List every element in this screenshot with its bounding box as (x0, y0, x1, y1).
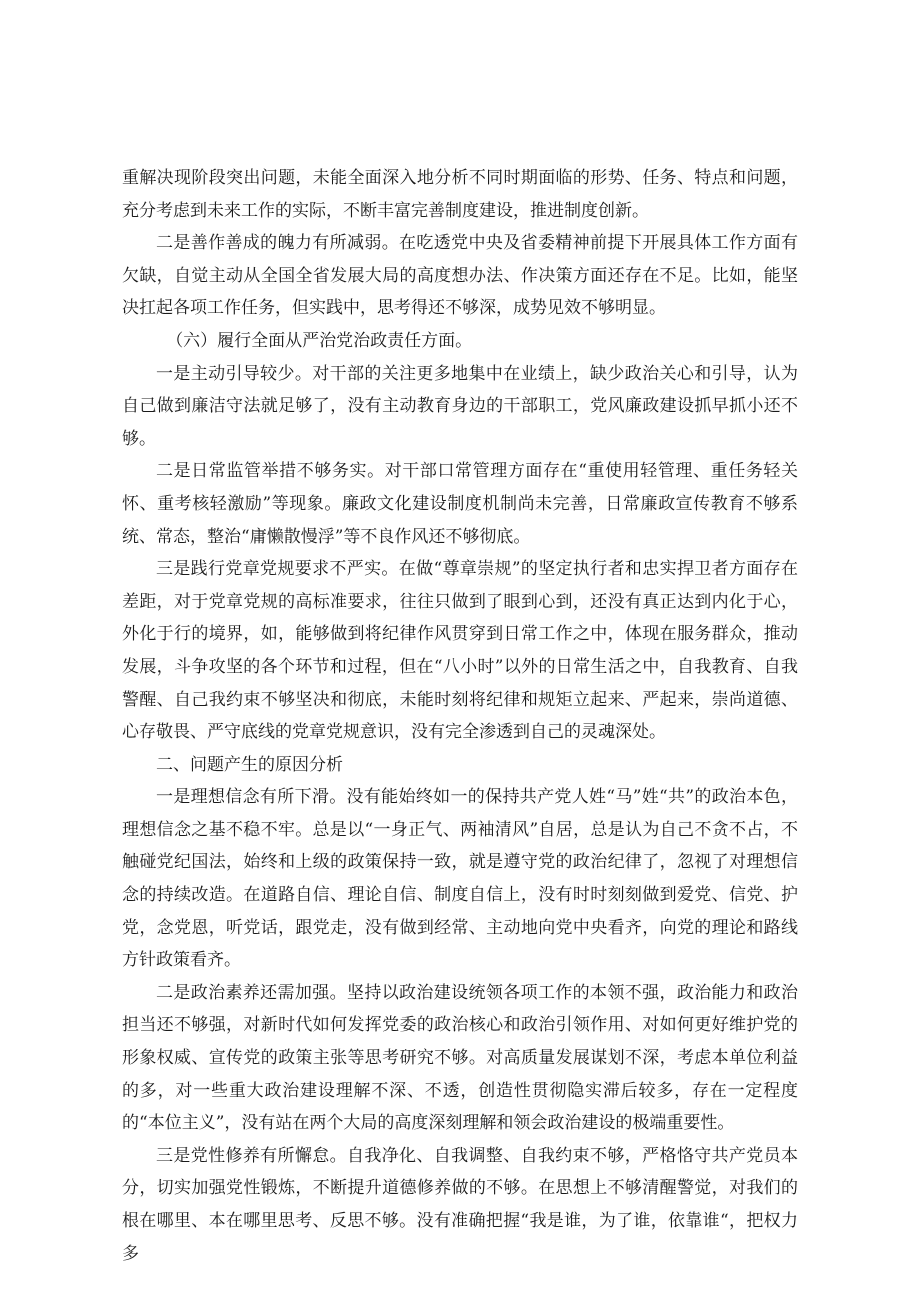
paragraph-ideals: 一是理想信念有所下滑。没有能始终如一的保持共产党人姓“马”姓“共”的政治本色，理想信念之基不稳不牢。总是以“一身正气、两袖清风”自居，总是认为自己不贪不占，不触碰党纪国法，始终和上级的政策保持一致，就是遵守党的政治纪律了，忽视了对理想信念的持续改造。在道路自信、理论自信、制度自信上，没有时时刻刻做到爱党、信党、护党，念党恩，听党话，跟党走，没有做到经常、主动地向党中央看齐，向党的理论和路线方针政策看齐。 (122, 787, 798, 971)
paragraph-political-literacy: 二是政治素养还需加强。坚持以政治建设统领各项工作的本领不强，政治能力和政治担当还不够强，对新时代如何发挥党委的政治核心和政治引领作用、对如何更好维护党的形象权威、宣传党的政策主张等思考研究不够。对高质量发展谋划不深，考虑本单位利益的多，对一些重大政治建设理解不深、不透，创造性贯彻隐实滞后较多，存在一定程度的“本位主义”，没有站在两个大局的高度深刻理解和领会政治建设的极端重要性。 (122, 982, 798, 1134)
paragraph-supervision: 二是日常监管举措不够务实。对干部口常管理方面存在“重使用轻管理、重任务轻关怀、重考核轻激励”等现象。廉政文化建设制度机制尚未完善，日常廉政宣传教育不够系统、常态，整治“庸懒散慢浮”等不良作风还不够彻底。 (122, 461, 798, 547)
paragraph-decisiveness: 二是善作善成的魄力有所减弱。在吃透党中央及省委精神前提下开展具体工作方面有欠缺，自觉主动从全国全省发展大局的高度想办法、作决策方面还存在不足。比如，能坚决扛起各项工作任务，但实践中，思考得还不够深，成势见效不够明显。 (122, 233, 798, 319)
section-heading-causes: 二、问题产生的原因分析 (156, 754, 343, 775)
paragraph-party-rules: 三是践行党章党规要求不严实。在做“尊章崇规”的坚定执行者和忠实捍卫者方面存在差距，对于党章党规的高标准要求，往往只做到了眼到心到，还没有真正达到内化于心，外化于行的境界，如，能够做到将纪律作风贯穿到日常工作之中，体现在服务群众，推动发展，斗争攻坚的各个环节和过程，但在“八小时”以外的日常生活之中，自我教育、自我警醒、自己我约束不够坚决和彻底，未能时刻将纪律和规矩立起来、严起来，崇尚道德、心存敬畏、严守底线的党章党规意识，没有完全渗透到自己的灵魂深处。 (122, 559, 798, 743)
document-body (122, 162, 798, 1270)
paragraph-party-spirit: 三是党性修养有所懈怠。自我净化、自我调整、自我约束不够，严格恪守共产党员本分，切实加强党性锻炼，不断提升道德修养做的不够。在思想上不够清醒警觉，对我们的根在哪里、本在哪里思考、反思不够。没有准确把握“我是谁，为了谁，依靠谁“，把权力多 (122, 1145, 798, 1264)
paragraph-guidance: 一是主动引导较少。对干部的关注更多地集中在业绩上，缺少政治关心和引导，认为自己做到廉洁守法就足够了，没有主动教育身边的干部职工，党风廉政建设抓早抓小还不够。 (122, 363, 798, 449)
section-subheading-6: （六）履行全面从严治党治政责任方面。 (166, 330, 473, 351)
paragraph-continuation: 重解决现阶段突出问题，未能全面深入地分析不同时期面临的形势、任务、特点和问题，充分考虑到未来工作的实际，不断丰富完善制度建设，推进制度创新。 (122, 168, 798, 221)
